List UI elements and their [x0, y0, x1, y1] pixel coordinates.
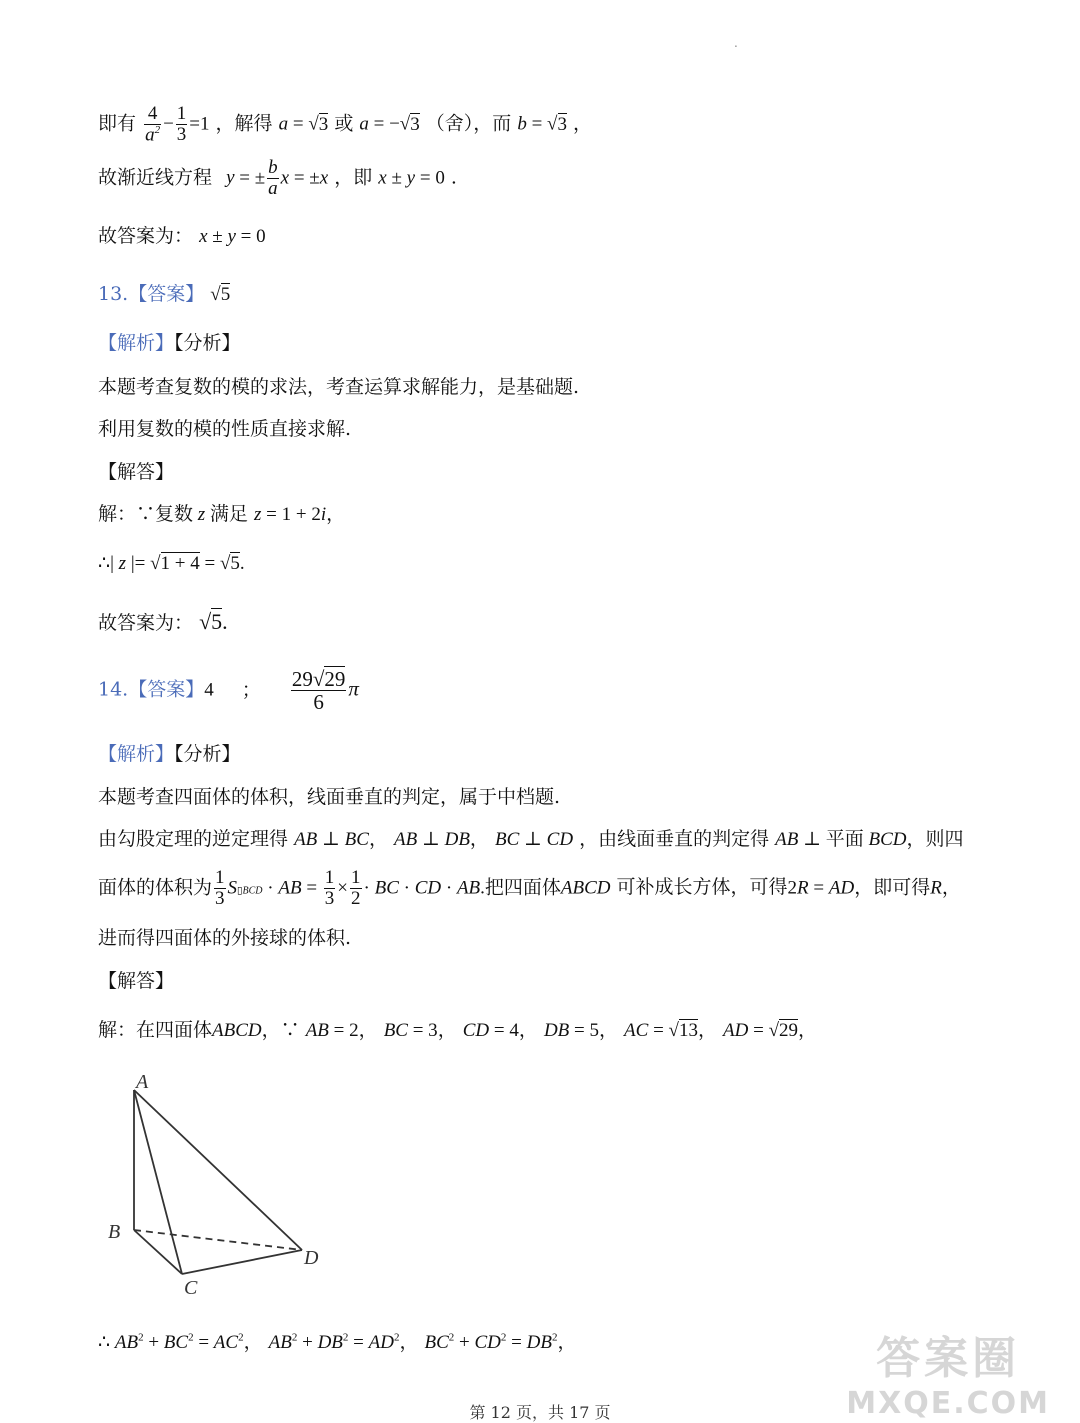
q13-analysis-1: 本题考查复数的模的求法，考查运算求解能力，是基础题. [98, 376, 580, 398]
q14-analysis-3: 面体的体积为 $\frac{1}{3}$ S▯BCD · AB = $\frac{1}{3}$ × $\frac{1}{2}$ · BC · CD · AB.把四面体ABCD 可补成长方体，可得2R = AD，即可得R， [98, 867, 961, 909]
analysis-text: 面体的体积为 [98, 876, 213, 899]
analysis-text: ，则四 [906, 828, 964, 850]
intro-text: 即有 [98, 112, 137, 135]
watermark-url: MXQE.COM [846, 1386, 1050, 1421]
page-footer: 第 12 页，共 17 页 [469, 1403, 611, 1422]
fraction: $\frac{1}{3}$ [324, 867, 335, 909]
watermark-text: 答案圈 [876, 1333, 1021, 1384]
q13-analysis-2: 利用复数的模的性质直接求解. [98, 418, 352, 440]
vertex-label-a: A [136, 1071, 149, 1093]
intro-text: （舍），而 [425, 112, 512, 135]
analysis-tag: 【解析】 [98, 743, 175, 765]
fenxi-tag: 【分析】 [174, 743, 241, 765]
solution-text: ，∵ [261, 1019, 300, 1041]
intro-line-1: 即有 $\frac{4}{a^2}$ − $\frac{1}{3}$ =1 ，解得 a = √3 或 a = −√3 （舍），而 b = √3 ， [98, 103, 593, 146]
intro-text: 故答案为： [98, 225, 194, 247]
analysis-text: 可补成长方体，可得 [616, 876, 788, 899]
analysis-text: 把四面体 [484, 876, 561, 899]
q14-analysis-2: 由勾股定理的逆定理得 AB ⊥ BC， AB ⊥ DB， BC ⊥ CD ，由线面垂直的判定得 AB ⊥ 平面 BCD，则四 [98, 828, 964, 850]
q13-solution-1: 解：∵复数 z 满足 z = 1 + 2i， [98, 503, 346, 525]
vertex-label-c: C [184, 1277, 198, 1299]
analysis-text: 由勾股定理的逆定理得 [98, 828, 289, 850]
fraction: $\frac{4}{a^2}$ [145, 103, 161, 146]
intro-line-2: 故渐近线方程 y = ± $\frac{b}{a}$ x = ±x ，即 x ± y = 0 . [98, 157, 457, 199]
fraction: $\frac{b}{a}$ [268, 157, 278, 199]
q13-final: 故答案为： √5. [98, 609, 228, 634]
solution-text: 解：∵复数 [98, 503, 194, 525]
question-number: 14. [98, 678, 129, 701]
fraction: $\frac{1}{3}$ [176, 103, 187, 146]
vertex-label-d: D [304, 1247, 319, 1269]
edge-ac [134, 1090, 182, 1274]
final-text: 故答案为： [98, 612, 194, 634]
edge-ad [134, 1090, 302, 1250]
answer-tag: 【答案】 [128, 678, 205, 701]
analysis-text: 平面 [825, 828, 864, 850]
q13-analysis-header [98, 332, 241, 355]
answer-tag: 【答案】 [128, 283, 205, 305]
q14-solution-tag: 【解答】 [98, 970, 175, 992]
tetrahedron-figure [98, 1062, 338, 1302]
top-dot: . [734, 36, 738, 50]
edge-bc [134, 1230, 182, 1274]
fraction: $\frac{1}{2}$ [351, 867, 361, 909]
analysis-tag: 【解析】 [98, 332, 175, 354]
intro-text: 故渐近线方程 [98, 166, 213, 189]
edge-bd-hidden [134, 1230, 302, 1250]
solution-text: 满足 [209, 503, 248, 525]
q14-analysis-4: 进而得四面体的外接球的体积. [98, 927, 352, 949]
edge-cd [182, 1250, 302, 1274]
q14-solution-1: 解：在四面体ABCD，∵ AB = 2， BC = 3， CD = 4， DB = 5， AC = √13， AD = √29， [98, 1019, 818, 1041]
vertex-label-b: B [108, 1221, 121, 1243]
q13-solution-2: ∴| z |= √1 + 4 = √5. [98, 553, 245, 574]
intro-text: ，即 [334, 166, 373, 189]
analysis-text: ，由线面垂直的判定得 [579, 828, 770, 850]
intro-text: 或 [334, 112, 354, 135]
analysis-text: ， [941, 876, 961, 899]
intro-text: . [450, 166, 457, 189]
solution-text: 解：在四面体 [98, 1019, 213, 1041]
intro-line-3: 故答案为： x ± y = 0 [98, 225, 266, 247]
answer-separator: ； [241, 678, 261, 701]
q13-solution-tag: 【解答】 [98, 461, 175, 483]
fraction: $\frac{29√29}{6}$ [291, 667, 346, 715]
q14-analysis-header [98, 743, 241, 766]
q14-solution-2: ∴ $AB^2 + BC^2 = AC^2$， $AB^2 + DB^2 = AD^2$， $BC^2 + CD^2 = DB^2$， [98, 1331, 577, 1353]
analysis-text: ，即可得 [854, 876, 931, 899]
fraction: $\frac{1}{3}$ [215, 867, 225, 909]
intro-text: ， [573, 112, 593, 135]
question-number: 13. [98, 283, 129, 305]
fenxi-tag: 【分析】 [174, 332, 241, 354]
q13-answer-line: 13.【答案】 √5 [98, 283, 231, 305]
q14-analysis-1: 本题考查四面体的体积，线面垂直的判定，属于中档题. [98, 786, 561, 808]
intro-text: ，解得 [215, 112, 273, 135]
q14-answer-line: 14.【答案】4 ； $\frac{29√29}{6}$ π [98, 667, 359, 715]
